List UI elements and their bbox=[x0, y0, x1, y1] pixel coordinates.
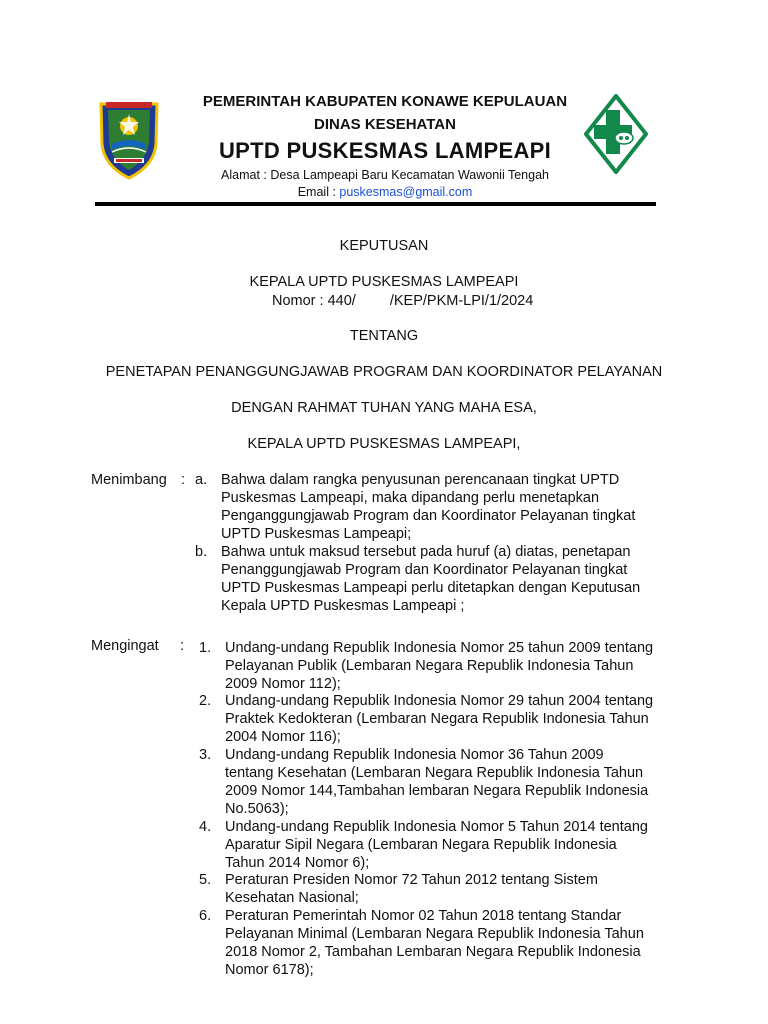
decree-subject: PENETAPAN PENANGGUNGJAWAB PROGRAM DAN KOORDINATOR PELAYANAN bbox=[105, 364, 663, 380]
menimbang-item-b-line: Penanggungjawab Program dan Koordinator Pelayanan tingkat bbox=[221, 562, 628, 578]
mengingat-item-3-line: No.5063); bbox=[225, 801, 289, 817]
mengingat-item-2 bbox=[225, 692, 672, 746]
mengingat-item-6-line: Peraturan Pemerintah Nomor 02 Tahun 2018 tentang Standar bbox=[225, 908, 622, 924]
email-label: Email : bbox=[297, 185, 340, 199]
mengingat-item-4 bbox=[225, 818, 672, 872]
menimbang-item-a-line: Bahwa dalam rangka penyusunan perencanaan tingkat UPTD bbox=[221, 472, 620, 488]
puskesmas-cross-icon bbox=[584, 94, 648, 174]
menimbang-item-b-line: Bahwa untuk maksud tersebut pada huruf (a) diatas, penetapan bbox=[221, 544, 631, 560]
regency-crest-icon bbox=[96, 100, 162, 180]
menimbang-item-b-marker: b. bbox=[195, 544, 208, 560]
mengingat-item-6-line: 2018 Nomor 2, Tambahan Lembaran Negara Republik Indonesia bbox=[225, 944, 641, 960]
menimbang-item-a-line: UPTD Puskesmas Lampeapi; bbox=[221, 526, 412, 542]
decree-authority: KEPALA UPTD PUSKESMAS LAMPEAPI, bbox=[247, 436, 521, 452]
mengingat-item-4-marker: 4. bbox=[199, 819, 212, 835]
decree-number-label: Nomor : 440/ bbox=[272, 293, 356, 309]
mengingat-item-5-line: Kesehatan Nasional; bbox=[225, 890, 359, 906]
institution-name: UPTD PUSKESMAS LAMPEAPI bbox=[218, 138, 552, 163]
email-line bbox=[200, 185, 570, 199]
decree-issuer: KEPALA UPTD PUSKESMAS LAMPEAPI bbox=[249, 274, 519, 290]
menimbang-item-b-line: UPTD Puskesmas Lampeapi perlu ditetapkan dengan Keputusan bbox=[221, 580, 641, 596]
menimbang-item-a-line: Puskesmas Lampeapi, maka dipandang perlu menetapkan bbox=[221, 490, 600, 506]
menimbang-colon: : bbox=[181, 472, 186, 488]
agency-name: PEMERINTAH KABUPATEN KONAWE KEPULAUAN bbox=[202, 93, 568, 110]
mengingat-item-3-marker: 3. bbox=[199, 747, 212, 763]
mengingat-item-2-line: Undang-undang Republik Indonesia Nomor 29 tahun 2004 tentang bbox=[225, 693, 654, 709]
menimbang-label: Menimbang bbox=[91, 472, 167, 488]
mengingat-item-3 bbox=[225, 746, 672, 818]
mengingat-item-1-line: 2009 Nomor 112); bbox=[225, 676, 341, 692]
header-divider-thick bbox=[95, 202, 656, 206]
decree-number-code: /KEP/PKM-LPI/1/2024 bbox=[389, 293, 534, 309]
mengingat-colon: : bbox=[180, 638, 185, 654]
menimbang-item-a-line: Penganggungjawab Program dan Koordinator Pelayanan tingkat bbox=[221, 508, 636, 524]
menimbang-item-a-marker: a. bbox=[195, 472, 208, 488]
mengingat-item-1-marker: 1. bbox=[199, 640, 212, 656]
email-link[interactable]: puskesmas@gmail.com bbox=[339, 185, 473, 199]
mengingat-item-6-line: Nomor 6178); bbox=[225, 962, 314, 978]
mengingat-item-5-marker: 5. bbox=[199, 872, 212, 888]
mengingat-item-2-line: 2004 Nomor 116); bbox=[225, 729, 341, 745]
mengingat-item-3-line: tentang Kesehatan (Lembaran Negara Republik Indonesia Tahun bbox=[225, 765, 644, 781]
mengingat-item-6-line: Pelayanan Minimal (Lembaran Negara Republik Indonesia Tahun bbox=[225, 926, 644, 942]
decree-invocation: DENGAN RAHMAT TUHAN YANG MAHA ESA, bbox=[231, 400, 537, 416]
decree-number bbox=[272, 293, 533, 309]
menimbang-item-b-line: Kepala UPTD Puskesmas Lampeapi ; bbox=[221, 598, 465, 614]
mengingat-item-1 bbox=[225, 639, 672, 693]
mengingat-item-6-marker: 6. bbox=[199, 908, 212, 924]
mengingat-item-2-line: Praktek Kedokteran (Lembaran Negara Republik Indonesia Tahun bbox=[225, 711, 649, 727]
menimbang-item-a bbox=[221, 471, 668, 543]
mengingat-item-1-line: Undang-undang Republik Indonesia Nomor 25 tahun 2009 tentang bbox=[225, 640, 654, 656]
address: Alamat : Desa Lampeapi Baru Kecamatan Wawonii Tengah bbox=[221, 168, 549, 182]
mengingat-label: Mengingat bbox=[91, 638, 159, 654]
mengingat-item-4-line: Undang-undang Republik Indonesia Nomor 5 Tahun 2014 tentang bbox=[225, 819, 648, 835]
mengingat-item-5-line: Peraturan Presiden Nomor 72 Tahun 2012 tentang Sistem bbox=[225, 872, 598, 888]
decree-title: KEPUTUSAN bbox=[339, 238, 429, 254]
mengingat-item-5 bbox=[225, 871, 672, 907]
menimbang-item-b bbox=[221, 543, 668, 615]
mengingat-item-3-line: 2009 Nomor 144,Tambahan lembaran Negara Republik Indonesia bbox=[225, 783, 649, 799]
department-name: DINAS KESEHATAN bbox=[314, 116, 456, 133]
decree-about: TENTANG bbox=[349, 328, 419, 344]
mengingat-item-1-line: Pelayanan Publik (Lembaran Negara Republik Indonesia Tahun bbox=[225, 658, 634, 674]
mengingat-item-6 bbox=[225, 907, 672, 979]
mengingat-item-4-line: Aparatur Sipil Negara (Lembaran Negara Republik Indonesia bbox=[225, 837, 617, 853]
mengingat-item-4-line: Tahun 2014 Nomor 6); bbox=[225, 855, 370, 871]
mengingat-item-2-marker: 2. bbox=[199, 693, 212, 709]
mengingat-item-3-line: Undang-undang Republik Indonesia Nomor 36 Tahun 2009 bbox=[225, 747, 604, 763]
